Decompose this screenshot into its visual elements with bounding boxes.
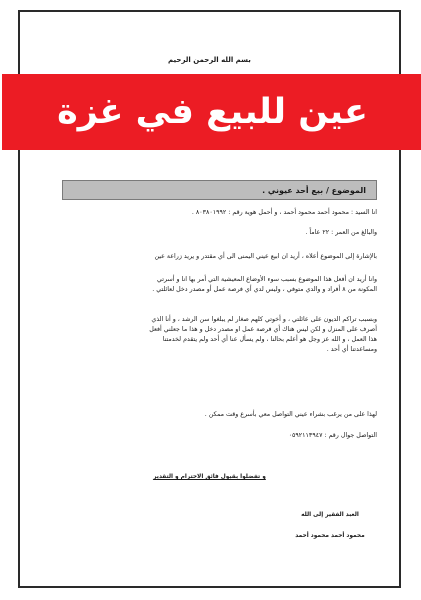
phone-number: التواصل جوال رقم : ٠٥٩٢١١٣٩٤٧ — [288, 432, 377, 439]
basmala-header: بسم الله الرحمن الرحيم — [168, 56, 251, 64]
subject-text: الموضوع / بيع أحد عيوني . — [262, 185, 366, 195]
paragraph-intent — [42, 252, 377, 262]
paragraph-line: أصرف على المنزل و لكن ليس هناك أي فرصة عمل او مصدر دخل و هذا ما جعلني أفعل — [149, 326, 377, 333]
paragraph-line: وانا أريد ان أفعل هذا الموضوع بسبب سوء الأوضاع المعيشية التي أمر بها انا و أسرتي — [156, 276, 377, 283]
signature-title: العبد الفقير إلى الله — [301, 512, 359, 518]
paragraph-line: والبالغ من العمر : ٢٢ عاماً . — [305, 229, 377, 236]
paragraph-line: هذا العمل ، و الله عز وجل هو أعلم بحالنا ، ولم يسأل عنا أي أحد ولم يتقدم لخدمتنا — [162, 336, 377, 343]
paragraph-contact-request — [42, 410, 377, 420]
paragraph-line: لهذا على من يرغب بشراء عيني التواصل معي بأسرع وقت ممكن . — [204, 411, 377, 418]
paragraph-reason — [42, 275, 377, 295]
headline-banner — [2, 74, 421, 150]
paragraph-line: بالإشارة إلى الموضوع أعلاه ، أريد ان ابيع عيني اليمنى الى أي مقتدر و يريد زراعة عين — [154, 253, 377, 260]
paragraph-line: وبسبب تراكم الديون على عائلتي ، و أخوتي كلهم صغار لم يبلغوا سن الرشد ، و أنا الذي — [151, 316, 377, 323]
paragraph-line: ومساعدتنا أي أحد . — [326, 346, 377, 353]
paragraph-line: انا السيد : محمود أحمد محمود أحمد ، و أحمل هوية رقم : ٨٠٣٨٠١٩٩٢ . — [191, 209, 377, 216]
paragraph-phone — [42, 431, 377, 441]
headline-text: عين للبيع في غزة — [57, 92, 368, 132]
closing-line: و تفضلوا بقبول فائق الاحترام و التقدير — [153, 474, 266, 480]
paragraph-line: المكونة من ٨ أفراد و والدي متوفي ، وليس لدي أي فرصة عمل أو مصدر دخل لعائلتي . — [152, 286, 377, 293]
paragraph-identity — [42, 208, 377, 218]
document-page — [18, 10, 401, 588]
signature-name: محمود أحمد محمود أحمد — [295, 533, 365, 539]
subject-bar — [62, 180, 377, 200]
letter-body — [20, 12, 399, 586]
paragraph-age — [42, 228, 377, 238]
paragraph-debts — [42, 315, 377, 355]
